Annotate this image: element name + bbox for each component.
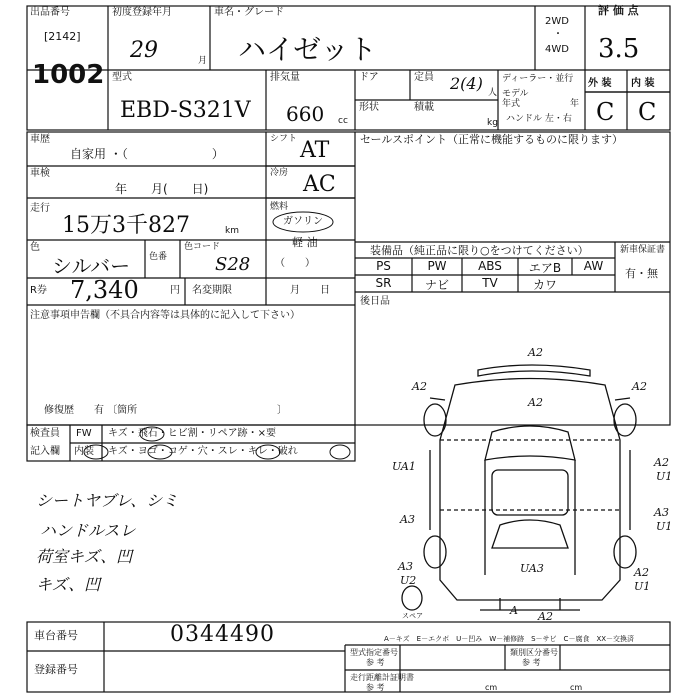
drive-2wd: 2WD	[545, 16, 569, 27]
after-items-label: 後日品	[360, 296, 390, 307]
recycle-value: 7,340	[70, 276, 139, 304]
inspection-label: 車検	[30, 168, 50, 179]
history-value: 自家用 ・（ ）	[70, 147, 224, 161]
drive-dot: ・	[553, 29, 563, 40]
ac-value: AC	[303, 172, 336, 197]
rating-value: 3.5	[598, 34, 640, 64]
fw-label: FW	[76, 428, 92, 439]
color-code-value: S28	[215, 254, 251, 275]
history-label: 車歴	[30, 134, 50, 145]
sales-point-label: セールスポイント（正常に機能するものに限ります）	[360, 133, 624, 146]
chassis-label: 車台番号	[34, 629, 78, 642]
type-cert-label: 型式指定番号	[350, 648, 398, 657]
note-line-4: キズ、凹	[36, 575, 101, 594]
month-unit: 月	[198, 56, 208, 66]
vehicle-diagram	[402, 365, 636, 610]
mileage-value: 15万3千827	[62, 213, 190, 238]
equip-sr: SR	[375, 276, 392, 290]
door-label: ドア	[359, 72, 379, 83]
spare-label: スペア	[402, 612, 423, 620]
inspector-label-1: 検査員	[30, 428, 60, 439]
name-grade-label: 車名・グレード	[214, 7, 284, 18]
lot-number: 1002	[32, 60, 105, 90]
chassis-number: 0344490	[170, 622, 275, 647]
fw-items: キズ・飛石・ヒビ割・リペア跡・×要	[108, 428, 276, 439]
car-name: ハイゼット	[238, 33, 377, 66]
model-label: 型式	[112, 72, 132, 83]
damage-mark: U1	[656, 520, 673, 533]
damage-mark: A3	[654, 506, 669, 519]
damage-mark: A3	[398, 560, 413, 573]
color-value: シルバー	[52, 254, 131, 278]
displacement-label: 排気量	[270, 72, 300, 83]
equip-pw: PW	[427, 259, 447, 273]
shape-label: 形状	[359, 102, 379, 113]
damage-mark: A3	[400, 513, 415, 526]
damage-mark: A2	[528, 346, 543, 359]
ac-label: 冷房	[270, 168, 289, 178]
mileage-cert-label: 走行距離計証明書	[350, 673, 414, 682]
interior-label: 内 装	[631, 78, 655, 89]
equip-abs: ABS	[478, 259, 502, 273]
person-unit: 人	[488, 88, 498, 98]
recycle-label: R券	[30, 285, 47, 296]
equip-tv: TV	[482, 276, 498, 290]
damage-mark: U2	[400, 574, 417, 587]
shift-value: AT	[300, 138, 330, 163]
warranty-value: 有・無	[625, 267, 658, 280]
fuel-other: （ ）	[275, 258, 315, 269]
class-label: 類別区分番号	[510, 648, 558, 657]
fuel-gasoline: ガソリン	[283, 216, 323, 227]
equip-aw: AW	[583, 259, 604, 273]
color-no-label: 色番	[149, 252, 168, 262]
shift-label: シフト	[270, 134, 298, 144]
first-reg-year: 29	[130, 38, 158, 63]
registration-label: 登録番号	[34, 663, 78, 676]
equipment-label: 装備品（純正品に限り○をつけてください）	[370, 244, 589, 257]
damage-mark: U1	[634, 580, 651, 593]
damage-mark: A2	[632, 380, 647, 393]
damage-mark: UA3	[520, 562, 544, 575]
repair-label: 修復歴 有 〔箇所 〕	[44, 405, 288, 416]
ref-label-1: 参 考	[366, 658, 385, 667]
note-line-2: ハンドルスレ	[40, 521, 136, 540]
rating-label: 評 価 点	[598, 4, 639, 17]
year-unit: 年	[570, 99, 580, 109]
legend-line-1: A－キズ E－エクボ U－凹み W－補修跡 S－サビ C－腐食 XX－交換済	[384, 635, 635, 643]
first-reg-label: 初度登録年月	[112, 7, 172, 18]
load-label: 積載	[414, 102, 434, 113]
note-line-1: シートヤブレ、シミ	[36, 491, 179, 510]
model-value: EBD-S321V	[120, 98, 251, 123]
yen-unit: 円	[170, 285, 180, 296]
color-code-label: 色コード	[184, 242, 221, 252]
note-line-3: 荷室キズ、凹	[36, 547, 133, 566]
kg-unit: kg	[487, 118, 498, 128]
displacement-value: 660	[286, 102, 325, 126]
dealer-label: ディーラー・並行	[502, 74, 574, 84]
km-unit: km	[225, 226, 239, 236]
interior-grade: C	[638, 98, 657, 126]
fuel-diesel: 軽 油	[292, 236, 318, 249]
damage-mark: A2	[654, 456, 669, 469]
nameplate-label: 名変期限	[192, 285, 232, 296]
interior-check-label: 内装	[74, 446, 94, 457]
exterior-label: 外 装	[588, 78, 612, 89]
inspector-label-2: 記入欄	[30, 446, 60, 457]
damage-mark: A	[510, 604, 518, 617]
handle-label: ハンドル 左・右	[506, 114, 572, 124]
notes-label: 注意事項申告欄（不具合内容等は具体的に記入して下さい）	[30, 310, 300, 321]
equip-airbag: エアB	[528, 261, 562, 275]
cc-unit: cc	[338, 116, 348, 126]
ref-label-3: 参 考	[366, 683, 385, 692]
model-year-label-2: 年式	[502, 99, 521, 109]
nameplate-value: 月 日	[290, 285, 330, 296]
damage-mark: A2	[412, 380, 427, 393]
capacity-value: 2(4)	[450, 74, 483, 93]
lot-no-label: 出品番号	[30, 7, 70, 18]
color-label: 色	[30, 242, 40, 253]
equip-navi: ナビ	[424, 278, 449, 292]
mileage-label: 走行	[30, 203, 50, 214]
fuel-label: 燃料	[270, 202, 289, 212]
cm-unit-1: cm	[485, 683, 498, 692]
warranty-label: 新車保証書	[620, 245, 666, 255]
damage-mark: A2	[634, 566, 649, 579]
lot-code: [2142]	[44, 30, 81, 43]
damage-mark: A2	[538, 610, 553, 623]
drive-4wd: 4WD	[545, 44, 569, 55]
inspection-value: 年 月( 日)	[115, 182, 209, 196]
damage-mark: U1	[656, 470, 673, 483]
exterior-grade: C	[596, 98, 615, 126]
capacity-label: 定員	[414, 72, 434, 83]
equip-ps: PS	[376, 259, 391, 273]
cm-unit-2: cm	[570, 683, 583, 692]
damage-mark: UA1	[392, 460, 416, 473]
interior-check-items: キズ・ヨゴ・コゲ・穴・スレ・キレ・破れ	[108, 446, 298, 457]
equip-leather: カワ	[532, 278, 557, 292]
model-year-label-1: モデル	[502, 89, 529, 99]
ref-label-2: 参 考	[522, 658, 541, 667]
damage-mark: A2	[528, 396, 543, 409]
